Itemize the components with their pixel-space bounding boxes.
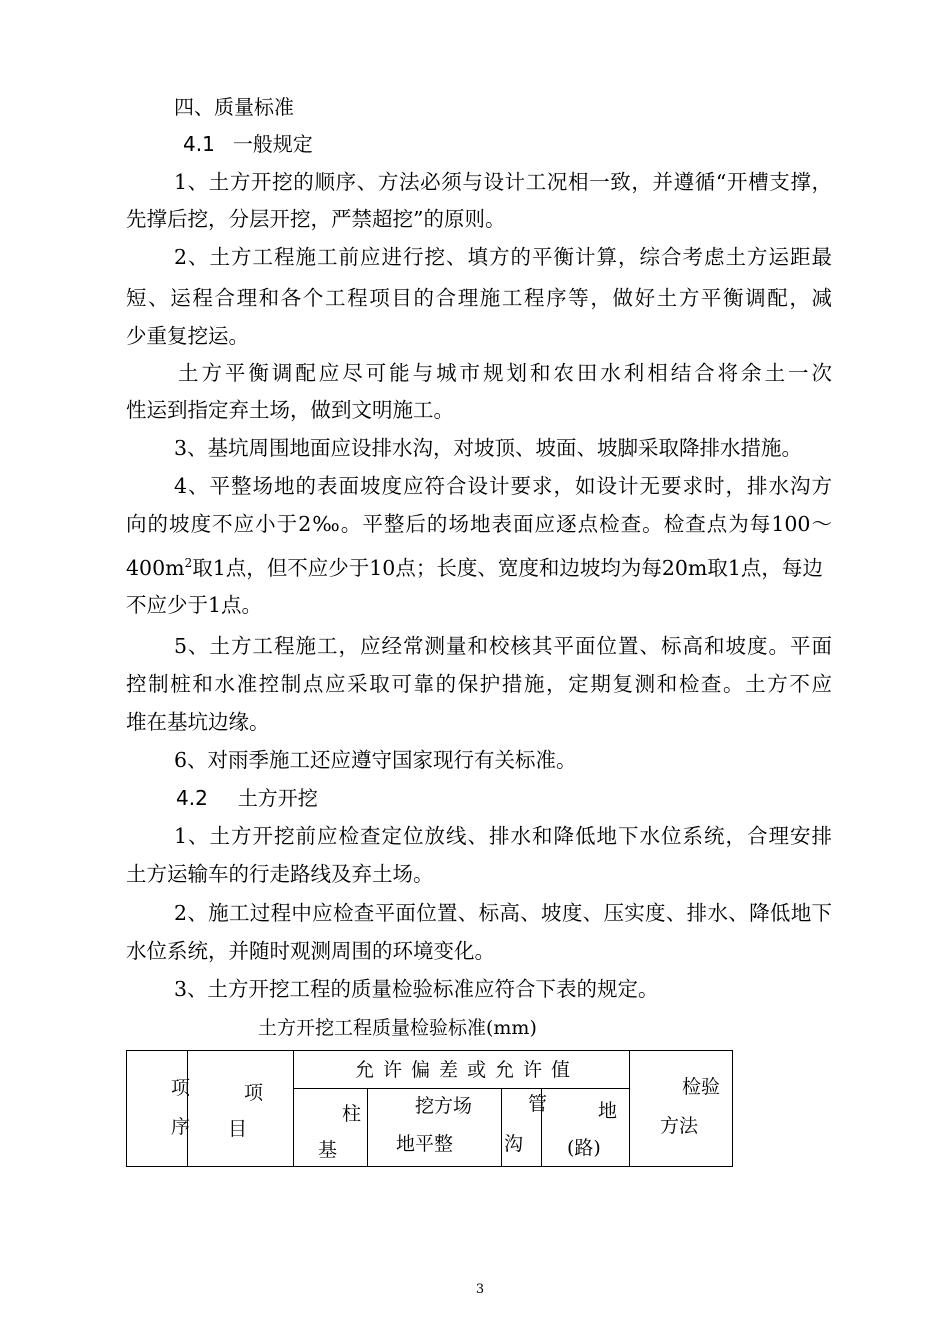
paragraph-line: 短、运程合理和各个工程项目的合理施工程序等，做好土方平衡调配，减 bbox=[126, 286, 832, 310]
paragraph-line: 1、土方开挖前应检查定位放线、排水和降低地下水位系统，合理安排 bbox=[174, 824, 832, 848]
paragraph-line: 控制桩和水准控制点应采取可靠的保护措施，定期复测和检查。土方不应 bbox=[126, 672, 832, 696]
area-value: 400m bbox=[126, 555, 185, 580]
paragraph-line: 先撑后挖，分层开挖，严禁超挖”的原则。 bbox=[126, 207, 506, 231]
paragraph-line: 少重复挖运。 bbox=[126, 324, 249, 348]
header-text: 柱 bbox=[342, 1103, 362, 1125]
subsection-4-2 bbox=[176, 784, 318, 812]
paragraph-line: 3、基坑周围地面应设排水沟，对坡顶、坡面、坡脚采取降排水措施。 bbox=[174, 436, 803, 460]
paragraph-text: 取1点，但不应少于10点；长度、宽度和边坡均为每20m取1点，每边 bbox=[192, 555, 823, 580]
paragraph-line: 不应少于1点。 bbox=[126, 593, 263, 617]
header-text: 地平整 bbox=[396, 1133, 454, 1155]
page-number: 3 bbox=[475, 1282, 485, 1297]
paragraph-line: 6、对雨季施工还应遵守国家现行有关标准。 bbox=[174, 748, 577, 772]
paragraph-line: 4、平整场地的表面坡度应符合设计要求，如设计无要求时，排水沟方 bbox=[174, 474, 832, 498]
subheader-site bbox=[368, 1089, 502, 1167]
paragraph-line: 土方平衡调配应尽可能与城市规划和农田水利相结合将余土一次 bbox=[178, 361, 832, 385]
col-header-item bbox=[188, 1051, 294, 1167]
paragraph-line: 1、土方开挖的顺序、方法必须与设计工况相一致，并遵循“开槽支撑， bbox=[174, 170, 832, 194]
header-text: 沟 bbox=[504, 1133, 524, 1155]
subsection-4-1 bbox=[183, 130, 313, 158]
paragraph-line: 3、土方开挖工程的质量检验标准应符合下表的规定。 bbox=[174, 977, 659, 1001]
header-text: 项 bbox=[171, 1077, 191, 1099]
paragraph-line: 2、土方工程施工前应进行挖、填方的平衡计算，综合考虑土方运距最 bbox=[174, 245, 832, 269]
subsection-number: 4.1 bbox=[183, 132, 215, 156]
header-text: 序 bbox=[171, 1116, 191, 1138]
subheader-pile bbox=[294, 1089, 368, 1167]
paragraph-line: 堆在基坑边缘。 bbox=[126, 710, 270, 734]
quality-standard-table bbox=[126, 1050, 733, 1167]
header-text: 基 bbox=[318, 1139, 338, 1161]
paragraph-line bbox=[126, 549, 823, 582]
header-text: (路) bbox=[567, 1137, 601, 1159]
header-text: 管 bbox=[528, 1093, 548, 1115]
subsection-number: 4.2 bbox=[176, 786, 208, 810]
header-text: 检验 bbox=[682, 1076, 721, 1098]
header-text: 方法 bbox=[660, 1115, 699, 1137]
table-caption: 土方开挖工程质量检验标准(mm) bbox=[258, 1017, 537, 1039]
paragraph-line: 性运到指定弃土场，做到文明施工。 bbox=[126, 398, 454, 422]
paragraph-line: 5、土方工程施工，应经常测量和校核其平面位置、标高和坡度。平面 bbox=[174, 634, 832, 658]
paragraph-line: 土方运输车的行走路线及弃土场。 bbox=[126, 862, 434, 886]
col-header-method bbox=[630, 1051, 733, 1167]
subsection-title: 一般规定 bbox=[232, 132, 313, 156]
paragraph-line: 2、施工过程中应检查平面位置、标高、坡度、压实度、排水、降低地下 bbox=[174, 901, 832, 925]
subheader-pipe bbox=[502, 1089, 548, 1167]
paragraph-line: 向的坡度不应小于2‰。平整后的场地表面应逐点检查。检查点为每100～ bbox=[126, 512, 832, 536]
header-text: 允许偏差或允许值 bbox=[355, 1059, 580, 1081]
col-header-tolerance bbox=[294, 1051, 630, 1089]
section-title: 四、质量标准 bbox=[174, 95, 294, 119]
header-text: 目 bbox=[228, 1118, 248, 1140]
header-text: 挖方场 bbox=[415, 1095, 473, 1117]
subsection-title: 土方开挖 bbox=[237, 786, 318, 810]
col-header-seq bbox=[127, 1051, 191, 1167]
paragraph-line: 水位系统，并随时观测周围的环境变化。 bbox=[126, 939, 495, 963]
header-text: 项 bbox=[244, 1082, 264, 1104]
header-text: 地 bbox=[598, 1100, 618, 1122]
superscript: 2 bbox=[184, 556, 193, 570]
subheader-road bbox=[542, 1089, 630, 1167]
